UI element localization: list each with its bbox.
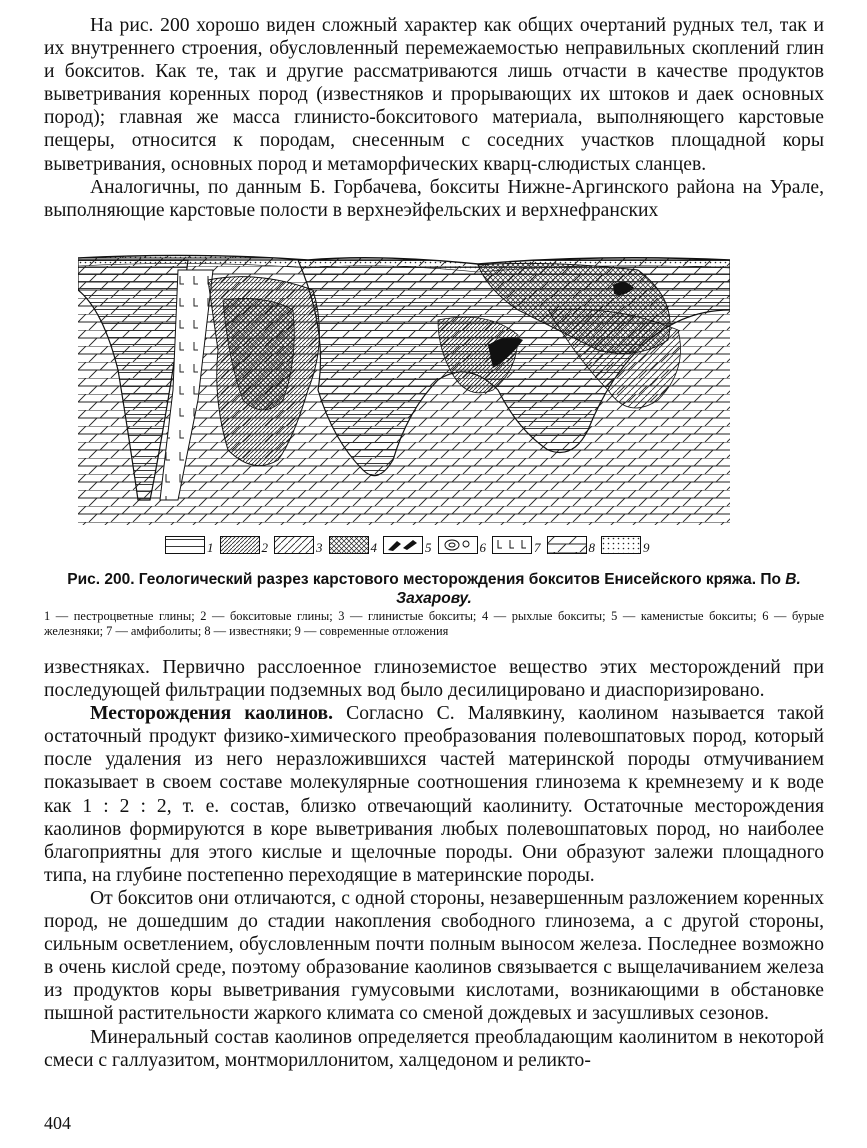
- legend-number: 9: [643, 540, 650, 555]
- legend-number: 5: [425, 540, 432, 555]
- legend-item: [329, 536, 378, 554]
- brick-swatch: [547, 536, 587, 554]
- figure-legend: [165, 533, 765, 557]
- legend-number: 7: [534, 540, 541, 555]
- legend-explanation: 1 — пестроцветные глины; 2 — бокситовые глины; 3 — глинистые бокситы; 4 — рыхлые бокситы; 5 — каменистые бокситы; 6 — бурые железняки; 7 — амфиболиты; 8 — известняки; 9 — современные отложения: [44, 609, 824, 638]
- legend-item: [274, 536, 323, 554]
- geological-section-figure: [78, 250, 730, 525]
- legend-number: 3: [316, 540, 323, 555]
- legend-item: [492, 536, 541, 554]
- legend-number: 4: [370, 540, 377, 555]
- paragraph: Минеральный состав каолинов определяется преобладающим каолинитом в некоторой смеси с галлуазитом, монтмориллонитом, халцедоном и реликто-: [44, 1026, 824, 1071]
- caption-text: Рис. 200. Геологический разрез карстового месторождения бокситов Енисейского кряжа. По: [67, 571, 781, 588]
- legend-item: [220, 536, 269, 554]
- caption-author: В. Захарову.: [396, 571, 801, 607]
- legend-number: 6: [479, 540, 486, 555]
- legend-item: [547, 536, 596, 554]
- paragraph: От бокситов они отличаются, с одной стороны, незавершенным разложением коренных пород, не дошедшим до стадии накопления свободного глинозема, а с другой стороны, сильным осветлением, обусловленным почти полным выносом железа. Последнее возможно в очень кислой среде, поэтому образование каолинов связывается с выщелачиванием железа из продуктов коры выветривания гумусовыми кислотами, возникающими в обстановке пышной растительности жаркого климата со сменой дождевых и засушливых сезонов.: [44, 887, 824, 1025]
- paragraph: Аналогичны, по данным Б. Горбачева, бокситы Нижне-Аргинского района на Урале, выполняющие карстовые полости в верхнеэйфельских и верхнефранских: [44, 176, 824, 221]
- legend-item: [383, 536, 432, 554]
- legend-item: [438, 536, 487, 554]
- legend-number: 1: [207, 540, 214, 555]
- black-lens-swatch: [383, 536, 423, 554]
- paragraph-body: Согласно С. Малявкину, каолином называется такой остаточный продукт физико-химического преобразования полевошпатовых пород, который после удаления из него неразложившихся частей материнской породы отмучиванием показывает в своем составе молекулярные соотношения глинозема к кремнезему и к воде как 1 : 2 : 2, т. е. состав, близко отвечающий каолиниту. Остаточные месторождения каолинов формируются в коре выветривания любых полевошпатовых пород, но наиболее благоприятны для этого кислые и щелочные породы. Они образуют залежи площадного типа, на глубине постепенно переходящие в материнские породы.: [44, 703, 824, 886]
- dots-swatch: [601, 536, 641, 554]
- bottom-text-block: [44, 656, 824, 1072]
- crosshatch-swatch: [329, 536, 369, 554]
- concretion-swatch: [438, 536, 478, 554]
- l-mark-swatch: [492, 536, 532, 554]
- diagonal-sparse-swatch: [274, 536, 314, 554]
- page-number: 404: [44, 1113, 71, 1133]
- figure-caption: [44, 570, 824, 608]
- section-body: [78, 250, 730, 525]
- section-heading: Месторождения каолинов.: [90, 703, 334, 725]
- horizontal-lines-swatch: [165, 536, 205, 554]
- top-text-block: [44, 14, 824, 222]
- paragraph: На рис. 200 хорошо виден сложный характер как общих очертаний рудных тел, так и их внутреннего строения, обусловленный перемежаемостью неправильных скоплений глин и бокситов. Как те, так и другие рассматриваются лишь отчасти в качестве продуктов выветривания коренных пород (известняков и прорывающих их штоков и даек основных пород); главная же масса глинисто-бокситового материала, выполняющего карстовые пещеры, относится к породам, снесенным с соседних участков площадной коры выветривания, основных пород и метаморфических кварц-слюдистых сланцев.: [44, 15, 824, 175]
- legend-item: [165, 536, 214, 554]
- legend-item: [601, 536, 650, 554]
- legend-number: 8: [588, 540, 595, 555]
- paragraph: известняках. Первично расслоенное глиноземистое вещество этих месторождений при последующей фильтрации подземных вод было десилицировано и диаспоризировано.: [44, 657, 824, 702]
- paragraph: [44, 702, 824, 887]
- diagonal-dense-swatch: [220, 536, 260, 554]
- legend-number: 2: [261, 540, 268, 555]
